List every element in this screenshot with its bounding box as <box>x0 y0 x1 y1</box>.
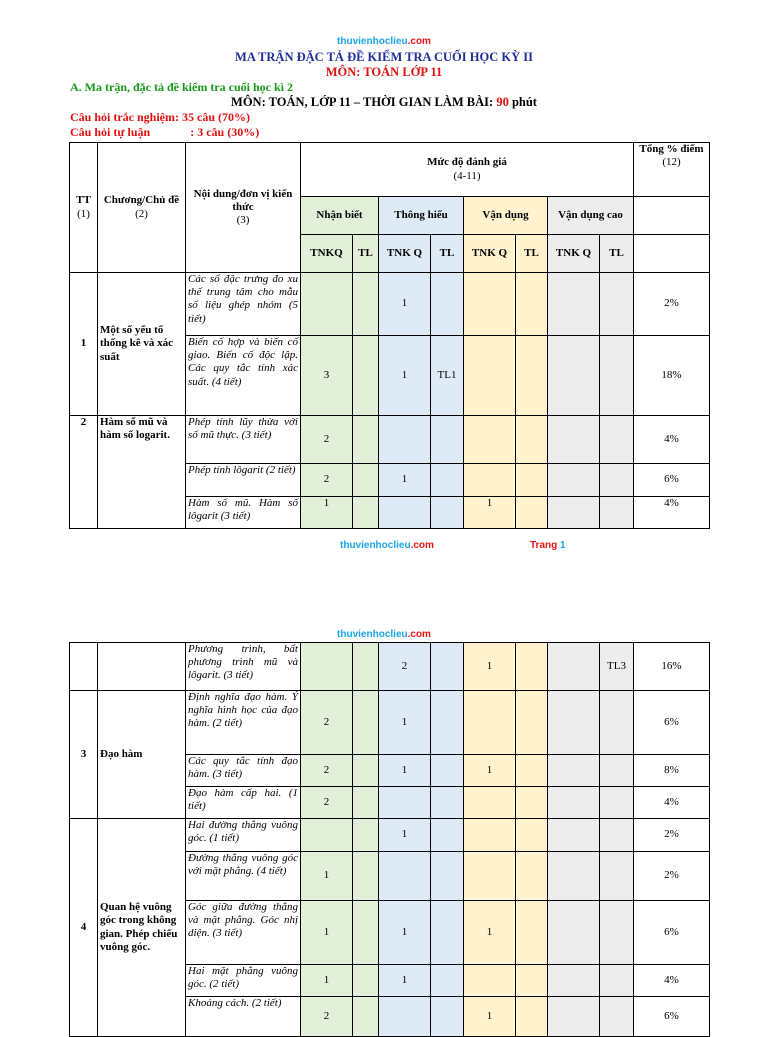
value-cell: 1 <box>464 997 516 1037</box>
total-cell: 4% <box>634 497 710 529</box>
subject-title: MÔN: TOÁN LỚP 11 <box>325 65 443 79</box>
value-cell: 2 <box>379 643 431 691</box>
header-tl: TL <box>353 235 379 273</box>
content-cell: Phép tính lôgarit (2 tiết) <box>186 464 301 497</box>
header-thong-hieu: Thông hiểu <box>379 197 464 235</box>
value-cell: 1 <box>379 464 431 497</box>
matrix-table-part-1 <box>69 142 710 529</box>
page-2 <box>0 590 768 1024</box>
header-tl: TL <box>431 235 464 273</box>
total-cell: 6% <box>634 464 710 497</box>
header-level: Mức độ đánh giá (4-11) <box>301 143 634 197</box>
value-cell: 2 <box>301 464 353 497</box>
chapter-number: 2 <box>70 416 98 529</box>
value-cell: 1 <box>379 336 431 416</box>
total-cell: 2% <box>634 273 710 336</box>
document-title: MA TRẬN ĐẶC TẢ ĐỀ KIỂM TRA CUỐI HỌC KỲ II <box>235 50 533 64</box>
table-row <box>70 819 710 852</box>
site-watermark: thuvienhoclieu.com <box>337 36 431 47</box>
chapter-name: Quan hệ vuông góc trong không gian. Phép chiếu vuông góc. <box>98 819 186 1037</box>
total-cell: 16% <box>634 643 710 691</box>
value-cell: 1 <box>379 965 431 997</box>
content-cell: Hai đường thẳng vuông góc. (1 tiết) <box>186 819 301 852</box>
value-cell: 1 <box>379 273 431 336</box>
total-cell: 18% <box>634 336 710 416</box>
value-cell: 1 <box>379 691 431 755</box>
value-cell: 1 <box>379 819 431 852</box>
header-van-dung: Vận dụng <box>464 197 548 235</box>
header-tnkq: TNK Q <box>548 235 600 273</box>
footer-site: thuvienhoclieu.com <box>340 540 434 551</box>
section-a-heading: A. Ma trận, đặc tả đề kiểm tra cuối học kì 2 <box>70 80 293 94</box>
header-nhan-biet: Nhận biết <box>301 197 379 235</box>
chapter-number: 1 <box>70 273 98 416</box>
header-total: Tổng % điểm (12) <box>634 143 710 197</box>
header-empty <box>634 197 710 235</box>
multiple-choice-count: Câu hỏi trắc nghiệm: 35 câu (70%) <box>70 110 250 124</box>
total-cell: 4% <box>634 965 710 997</box>
header-tt: TT (1) <box>70 143 98 273</box>
total-cell: 8% <box>634 755 710 787</box>
value-cell: 1 <box>464 901 516 965</box>
value-cell: 1 <box>464 643 516 691</box>
header-tnkq: TNKQ <box>301 235 353 273</box>
header-tl: TL <box>600 235 634 273</box>
content-cell: Đường thẳng vuông góc với mặt phẳng. (4 tiết) <box>186 852 301 901</box>
site-watermark: thuvienhoclieu.com <box>337 629 431 640</box>
content-cell: Biến cố hợp và biến cố giao. Biến cố độc lập. Các quy tắc tính xác suất. (4 tiết) <box>186 336 301 416</box>
header-chapter: Chương/Chủ đề (2) <box>98 143 186 273</box>
total-cell: 6% <box>634 901 710 965</box>
value-cell: 2 <box>301 691 353 755</box>
content-cell: Hàm số mũ. Hàm số lôgarit (3 tiết) <box>186 497 301 529</box>
header-van-dung-cao: Vận dụng cao <box>548 197 634 235</box>
chapter-name: Một số yếu tố thống kê và xác suất <box>98 273 186 416</box>
content-cell: Đạo hàm cấp hai. (1 tiết) <box>186 787 301 819</box>
content-cell: Phương trình, bất phương trình mũ và lôgarit. (3 tiết) <box>186 643 301 691</box>
value-cell: 1 <box>464 497 516 529</box>
total-cell: 2% <box>634 852 710 901</box>
header-empty <box>634 235 710 273</box>
value-cell: 1 <box>301 901 353 965</box>
value-cell: 3 <box>301 336 353 416</box>
exam-subtitle: MÔN: TOÁN, LỚP 11 – THỜI GIAN LÀM BÀI: 90 phút <box>231 95 537 109</box>
value-cell: TL1 <box>431 336 464 416</box>
value-cell: 2 <box>301 755 353 787</box>
header-tl: TL <box>516 235 548 273</box>
content-cell: Khoảng cách. (2 tiết) <box>186 997 301 1037</box>
content-cell: Định nghĩa đạo hàm. Ý nghĩa hình học của đạo hàm. (2 tiết) <box>186 691 301 755</box>
value-cell: TL3 <box>600 643 634 691</box>
total-cell: 2% <box>634 819 710 852</box>
value-cell: 2 <box>301 997 353 1037</box>
chapter-name: Đạo hàm <box>98 691 186 819</box>
header-tnkq: TNK Q <box>464 235 516 273</box>
content-cell: Phép tính lũy thừa với số mũ thực. (3 tiết) <box>186 416 301 464</box>
value-cell: 1 <box>301 852 353 901</box>
chapter-number: 4 <box>70 819 98 1037</box>
table-row <box>70 643 710 691</box>
value-cell: 2 <box>301 787 353 819</box>
page-number: Trang 1 <box>530 540 566 551</box>
value-cell: 1 <box>379 755 431 787</box>
header-tnkq: TNK Q <box>379 235 431 273</box>
total-cell: 4% <box>634 416 710 464</box>
table-row <box>70 273 710 336</box>
content-cell: Hai mặt phẳng vuông góc. (2 tiết) <box>186 965 301 997</box>
essay-count: Câu hỏi tự luận : 3 câu (30%) <box>70 125 260 139</box>
value-cell: 1 <box>464 755 516 787</box>
total-cell: 4% <box>634 787 710 819</box>
matrix-table-part-2 <box>69 642 710 1037</box>
value-cell: 1 <box>379 901 431 965</box>
total-cell: 6% <box>634 997 710 1037</box>
table-row <box>70 416 710 464</box>
value-cell: 2 <box>301 416 353 464</box>
chapter-number: 3 <box>70 691 98 819</box>
value-cell: 1 <box>301 965 353 997</box>
chapter-name: Hàm số mũ và hàm số logarit. <box>98 416 186 529</box>
value-cell: 1 <box>301 497 353 529</box>
content-cell: Góc giữa đường thẳng và mặt phẳng. Góc nhị diện. (3 tiết) <box>186 901 301 965</box>
content-cell: Các quy tắc tính đạo hàm. (3 tiết) <box>186 755 301 787</box>
content-cell: Các số đặc trưng đo xu thế trung tâm cho mẫu số liệu ghép nhóm (5 tiết) <box>186 273 301 336</box>
total-cell: 6% <box>634 691 710 755</box>
header-content: Nội dung/đơn vị kiến thức (3) <box>186 143 301 273</box>
table-row <box>70 691 710 755</box>
